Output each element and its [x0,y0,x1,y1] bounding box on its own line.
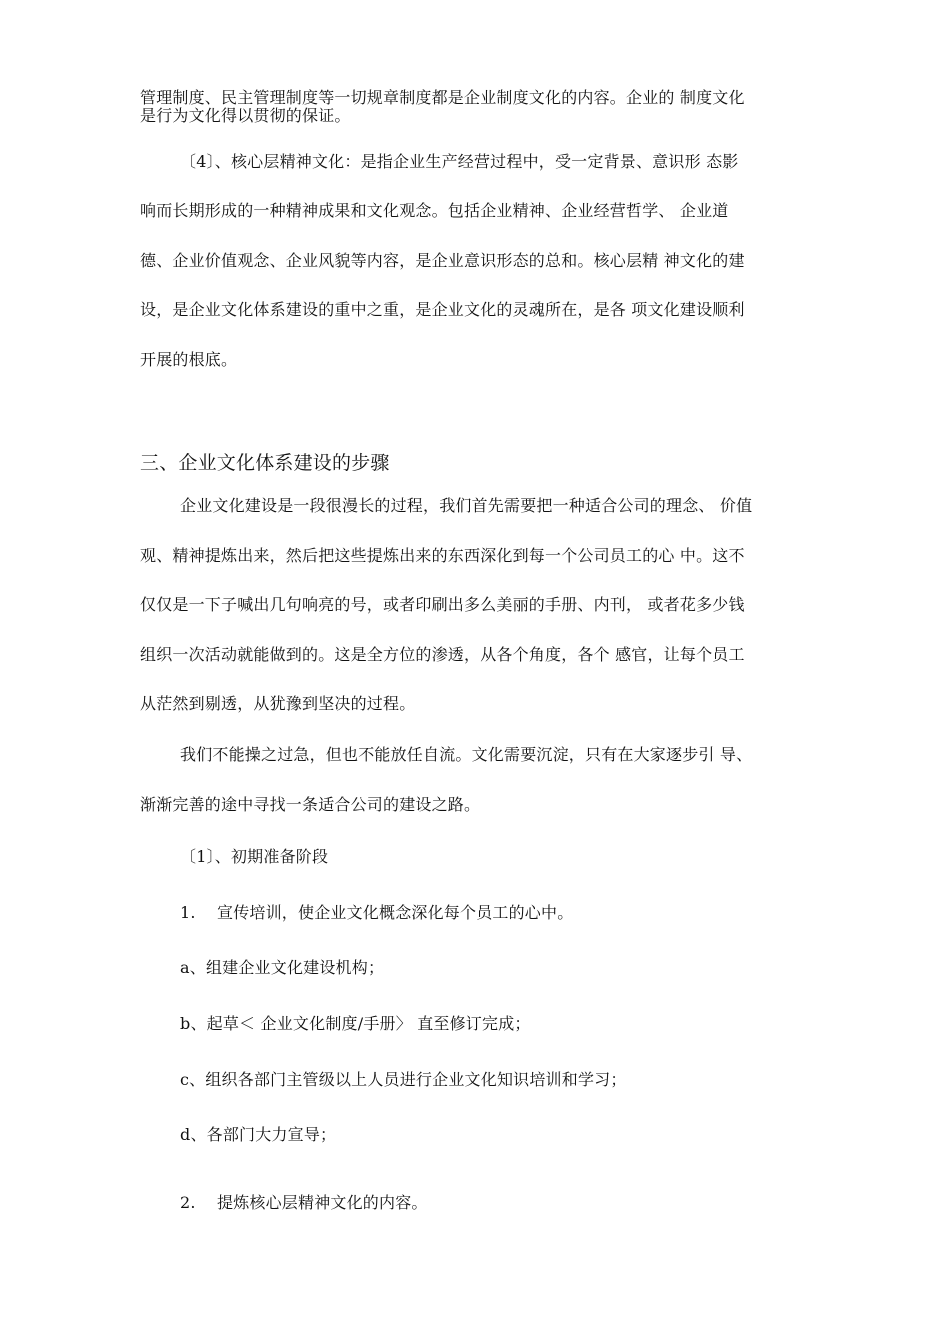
paragraph-4-line-2: 渐渐完善的途中寻找一条适合公司的建设之路。 [140,795,481,814]
paragraph-3-line-1: 企业文化建设是一段很漫长的过程，我们首先需要把一种适合公司的理念、 价值 [180,496,753,515]
paragraph-2-line-5: 开展的根底。 [140,350,238,369]
subitem-b: b、起草＜ 企业文化制度/手册〉 直至修订完成； [180,1014,531,1033]
paragraph-1-line-2: 是行为文化得以贯彻的保证。 [140,106,351,125]
paragraph-3-line-5: 从茫然到剔透，从犹豫到坚决的过程。 [140,694,416,713]
subitem-c: c、组织各部门主管级以上人员进行企业文化知识培训和学习； [180,1070,627,1089]
subitem-d: d、各部门大力宣导； [180,1125,337,1144]
stage-title: 〔1〕、初期准备阶段 [180,847,329,866]
subitem-a: a、组建企业文化建设机构； [180,958,385,977]
paragraph-3-line-3: 仅仅是一下子喊出几句响亮的号，或者印刷出多么美丽的手册、内刊， 或者花多少钱 [140,595,745,614]
paragraph-2-line-2: 响而长期形成的一种精神成果和文化观念。包括企业精神、企业经营哲学、 企业道 [140,201,729,220]
item-1-number: 1. [180,903,196,922]
paragraph-4-line-1: 我们不能操之过急，但也不能放任自流。文化需要沉淀，只有在大家逐步引 导、 [180,745,753,764]
section-heading: 三、企业文化体系建设的步骤 [140,452,390,474]
paragraph-3-line-4: 组织一次活动就能做到的。这是全方位的渗透，从各个角度，各个 感官，让每个员工 [140,645,745,664]
item-2-number: 2. [180,1193,196,1212]
paragraph-2-line-3: 德、企业价值观念、企业风貌等内容，是企业意识形态的总和。核心层精 神文化的建 [140,251,745,270]
item-1-text: 宣传培训，使企业文化概念深化每个员工的心中。 [217,903,574,922]
paragraph-2-line-4: 设，是企业文化体系建设的重中之重，是企业文化的灵魂所在，是各 项文化建设顺利 [140,300,745,319]
item-2-text: 提炼核心层精神文化的内容。 [217,1193,428,1212]
paragraph-3-line-2: 观、精神提炼出来，然后把这些提炼出来的东西深化到每一个公司员工的心 中。这不 [140,546,745,565]
paragraph-1-line-1: 管理制度、民主管理制度等一切规章制度都是企业制度文化的内容。企业的 制度文化 [140,88,745,107]
paragraph-2-line-1: 〔4〕、核心层精神文化：是指企业生产经营过程中，受一定背景、意识形 态影 [180,152,739,171]
